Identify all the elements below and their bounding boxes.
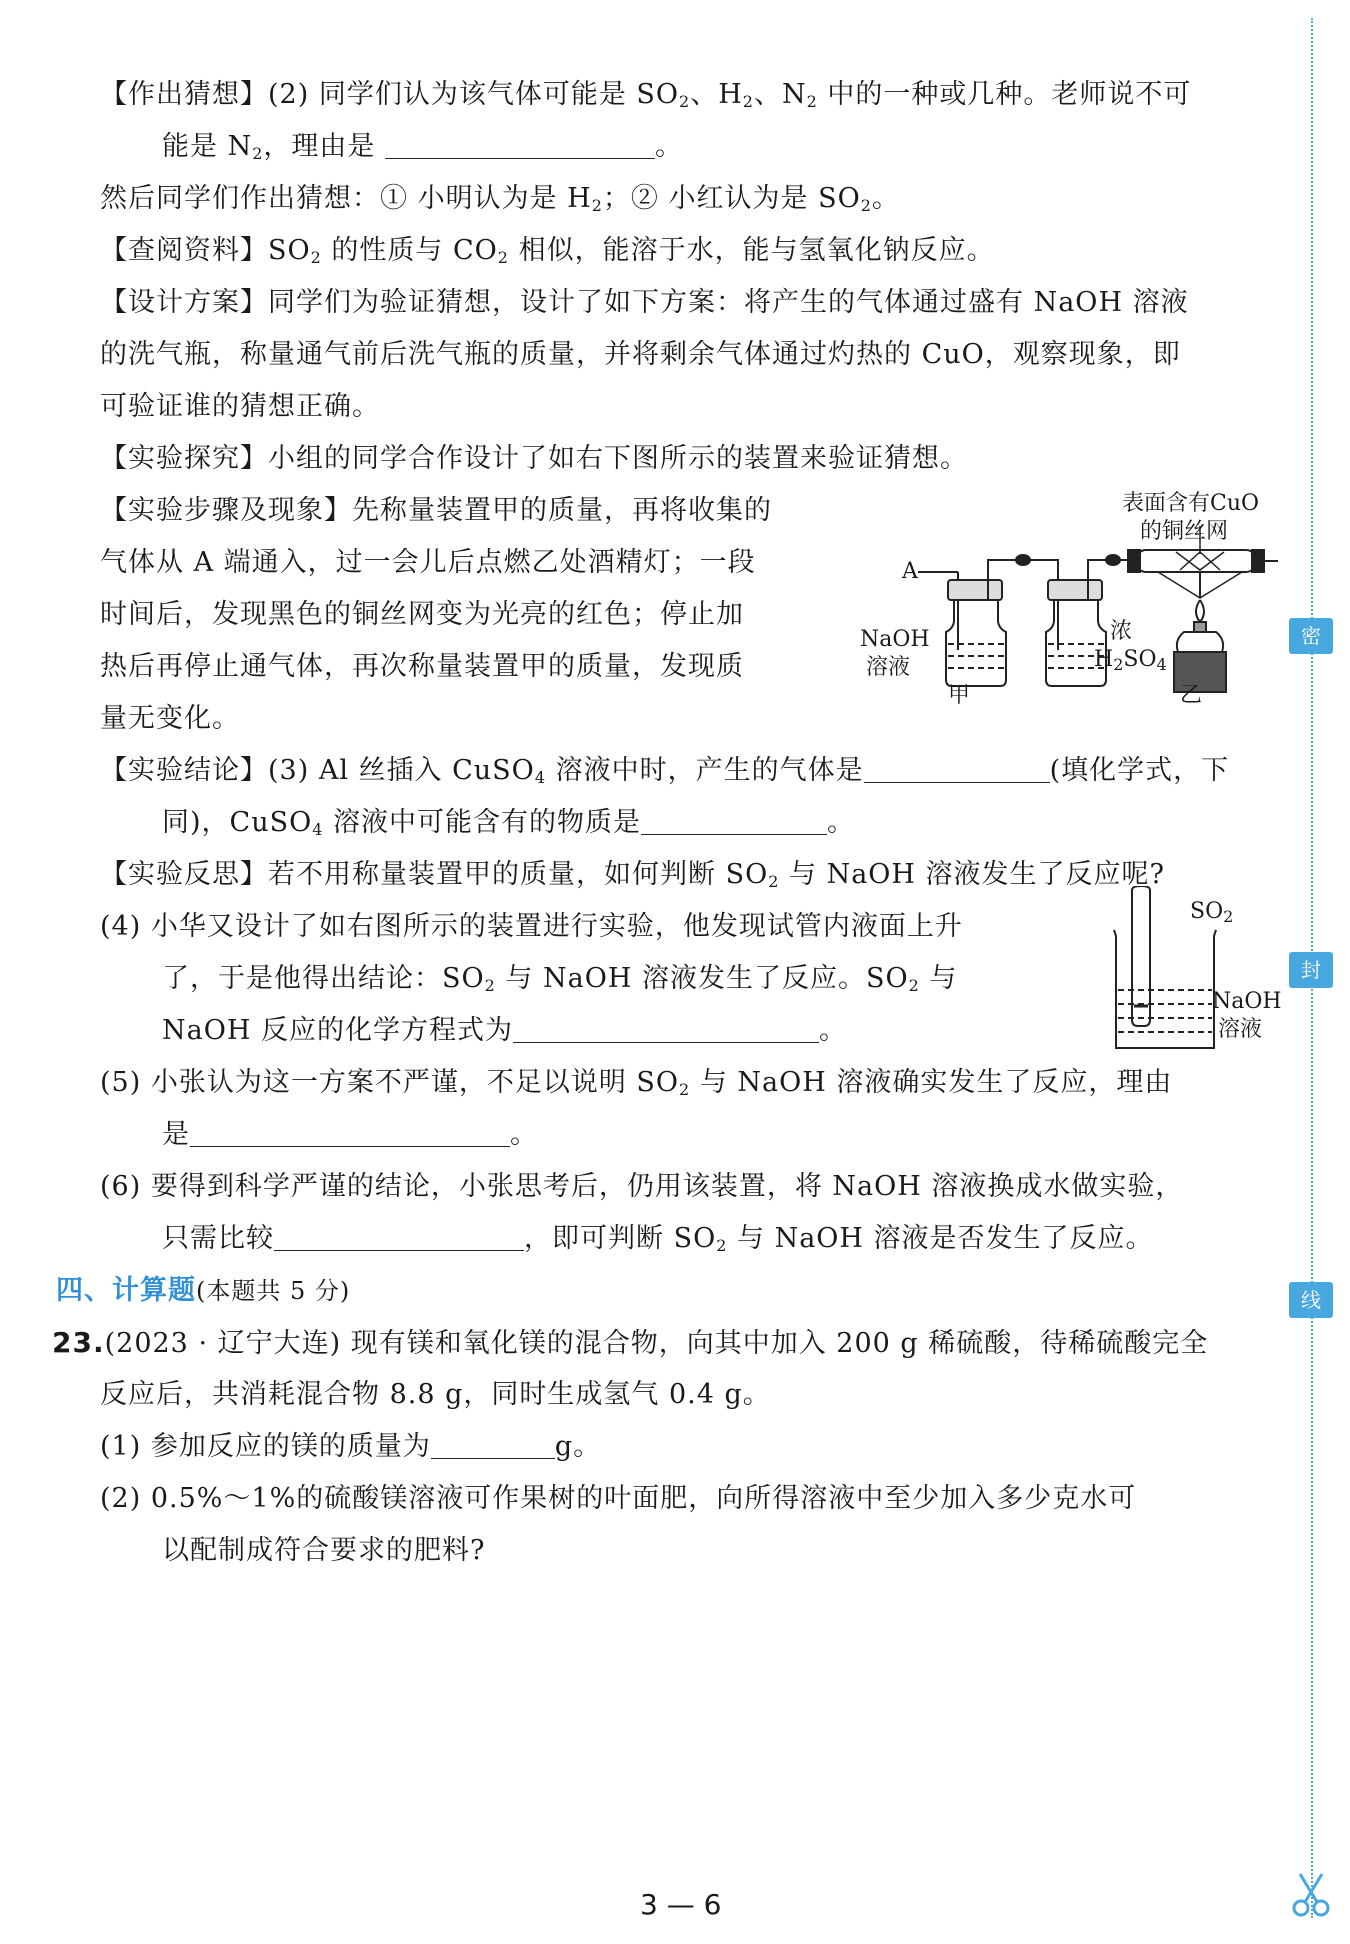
q4-line-3: NaOH 反应的化学方程式为 。 bbox=[162, 1015, 847, 1046]
q6-line-1: (6) 要得到科学严谨的结论，小张思考后，仍用该装置，将 NaOH 溶液换成水做实验， bbox=[100, 1171, 1184, 1202]
steps-line-1: 【实验步骤及现象】先称量装置甲的质量，再将收集的 bbox=[100, 495, 772, 526]
fig-label-mesh: 的铜丝网 bbox=[1140, 519, 1229, 544]
q4-line-2: 了，于是他得出结论：$SO_2$ 与 NaOH 溶液发生了反应。$SO_2$ 与 bbox=[162, 963, 958, 995]
steps-line-4: 热后再停止通气体，再次称量装置甲的质量，发现质 bbox=[100, 651, 744, 682]
fig-label-naoh: NaOH bbox=[860, 627, 930, 652]
fig-label-yi: 乙 bbox=[1180, 683, 1203, 708]
q23-line-2: 反应后，共消耗混合物 8.8 g，同时生成氢气 0.4 g。 bbox=[100, 1379, 771, 1410]
q23-part-2-line-2: 以配制成符合要求的肥料? bbox=[162, 1535, 486, 1566]
steps-line-2: 气体从 A 端通入，过一会儿后点燃乙处酒精灯；一段 bbox=[100, 547, 756, 578]
conclusion-line-2: 同)，CuSO$_4$ 溶液中可能含有的物质是 。 bbox=[162, 807, 855, 839]
equation-blank[interactable] bbox=[513, 1016, 819, 1043]
section-4-heading: 四、计算题(本题共 5 分) bbox=[56, 1275, 351, 1306]
q6-line-2: 只需比较 ，即可判断 $SO_2$ 与 NaOH 溶液是否发生了反应。 bbox=[162, 1223, 1154, 1255]
q5-line-1: (5) 小张认为这一方案不严谨，不足以说明 $SO_2$ 与 NaOH 溶液确实发生了反应，理由 bbox=[100, 1067, 1173, 1099]
conclusion-line-1: 【实验结论】(3) Al 丝插入 CuSO$_4$ 溶液中时，产生的气体是 (填化学式，下 bbox=[100, 755, 1230, 787]
page-number: 3 — 6 bbox=[640, 1888, 722, 1921]
fig2-label-solution: 溶液 bbox=[1218, 1017, 1263, 1042]
side-tag-mi: 密 bbox=[1289, 618, 1333, 654]
q5-line-2: 是 。 bbox=[162, 1119, 538, 1150]
q4-line-1: (4) 小华又设计了如右图所示的装置进行实验，他发现试管内液面上升 bbox=[100, 911, 963, 942]
scissors-icon bbox=[1286, 1870, 1336, 1920]
side-tag-xian: 线 bbox=[1289, 1282, 1333, 1318]
steps-line-5: 量无变化。 bbox=[100, 703, 240, 734]
compare-blank[interactable] bbox=[274, 1224, 524, 1251]
guess-line: 然后同学们作出猜想：① 小明认为是 $H_2$；② 小红认为是 $SO_2$。 bbox=[100, 183, 900, 215]
reflection-line: 【实验反思】若不用称量装置甲的质量，如何判断 $SO_2$ 与 NaOH 溶液发生了反应呢? bbox=[100, 859, 1166, 891]
q23-part-1: (1) 参加反应的镁的质量为 g。 bbox=[100, 1431, 602, 1462]
fig-label-jia: 甲 bbox=[948, 683, 971, 708]
fig2-label-naoh: NaOH bbox=[1212, 989, 1282, 1014]
fig-label-a: A bbox=[902, 559, 918, 584]
q23-part-2-line-1: (2) 0.5%～1%的硫酸镁溶液可作果树的叶面肥，向所得溶液中至少加入多少克水可 bbox=[100, 1483, 1137, 1514]
q5-reason-blank[interactable] bbox=[190, 1120, 510, 1147]
fig-label-solution: 溶液 bbox=[866, 655, 911, 680]
reason-line: 能是 $N_2$，理由是 。 bbox=[162, 131, 683, 163]
fig-label-cuo: 表面含有CuO bbox=[1122, 491, 1260, 516]
substance-blank[interactable] bbox=[641, 808, 827, 835]
design-line-1: 【设计方案】同学们为验证猜想，设计了如下方案：将产生的气体通过盛有 NaOH 溶液 bbox=[100, 287, 1189, 318]
reference-line: 【查阅资料】$SO_2$ 的性质与 $CO_2$ 相似，能溶于水，能与氢氧化钠反应。 bbox=[100, 235, 995, 267]
explore-line: 【实验探究】小组的同学合作设计了如右下图所示的装置来验证猜想。 bbox=[100, 443, 968, 474]
q23-line-1: 23.(2023 · 辽宁大连) 现有镁和氧化镁的混合物，向其中加入 200 g 稀硫酸，待稀硫酸完全 bbox=[52, 1326, 1209, 1359]
fig-label-h2so4: $H_2SO_4$ bbox=[1094, 647, 1167, 674]
guess-intro-line: 【作出猜想】(2) 同学们认为该气体可能是 $SO_2$、$H_2$、$N_2$ 中的一种或几种。老师说不可 bbox=[100, 79, 1192, 111]
fig-label-nong: 浓 bbox=[1110, 619, 1133, 644]
gas-formula-blank[interactable] bbox=[864, 756, 1050, 783]
mg-mass-blank[interactable] bbox=[431, 1432, 555, 1459]
reason-blank[interactable] bbox=[385, 132, 655, 159]
design-line-2: 的洗气瓶，称量通气前后洗气瓶的质量，并将剩余气体通过灼热的 CuO，观察现象，即 bbox=[100, 339, 1181, 370]
design-line-3: 可验证谁的猜想正确。 bbox=[100, 391, 380, 422]
steps-line-3: 时间后，发现黑色的铜丝网变为光亮的红色；停止加 bbox=[100, 599, 744, 630]
side-tag-feng: 封 bbox=[1289, 952, 1333, 988]
fig2-label-so2: $SO_2$ bbox=[1190, 899, 1234, 926]
